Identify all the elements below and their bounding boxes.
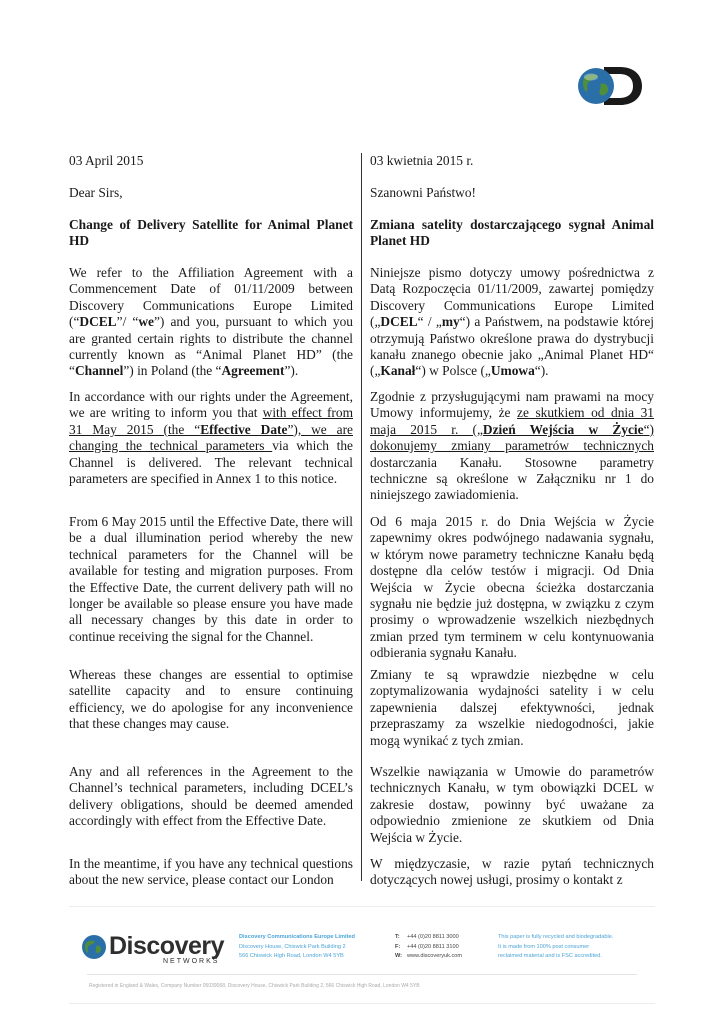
paper-note-line-2: It is made from 100% post consumer xyxy=(498,943,590,950)
paper-note-line-3: reclaimed material and is FSC accredited. xyxy=(498,953,602,959)
row-paragraph-4 xyxy=(69,667,654,764)
footer-divider xyxy=(87,974,637,975)
paragraph-5-en: Any and all references in the Agreement to the Channel’s technical parameters, including DCEL’s delivery obligations, should be deemed amended accordingly with effect from the Effective Date. xyxy=(69,764,353,829)
address-line-1: Discovery House, Chiswick Park Building 2 xyxy=(239,943,346,950)
fax-label: F: xyxy=(395,943,401,950)
letter-body xyxy=(69,153,654,892)
discovery-wordmark: Discovery xyxy=(109,932,225,960)
discovery-d-logo-icon xyxy=(576,64,644,108)
subject-pl: Zmiana satelity dostarczającego sygnał Animal Planet HD xyxy=(370,217,654,249)
recycled-paper-note xyxy=(498,933,648,962)
address-line-2: 566 Chiswick High Road, London W4 5YB xyxy=(239,953,344,959)
web-label: W: xyxy=(395,953,403,959)
paragraph-5-pl: Wszelkie nawiązania w Umowie do parametrów technicznych Kanału, w tym obowiązki DCEL w zakresie dostaw, powinny być uważane za odpowiednio zmienione ze skutkiem od Dnia Wejścia w Życie. xyxy=(370,764,654,845)
company-name: Discovery Communications Europe Limited xyxy=(239,934,355,940)
networks-wordmark: NETWORKS xyxy=(163,958,220,965)
subject-en: Change of Delivery Satellite for Animal Planet HD xyxy=(69,217,353,249)
date-en: 03 April 2015 xyxy=(69,153,144,168)
tel-label: T: xyxy=(395,934,400,940)
website: www.discoveryuk.com xyxy=(407,953,463,959)
paragraph-3-pl: Od 6 maja 2015 r. do Dnia Wejścia w Życie zapewnimy okres podwójnego nadawania sygnału, w którym nowe parametry techniczne Kanału będą dostępne dla celów testów i migracji. Od Dnia Wejścia w Życie obecna ścieżka dostarczania sygnału nie będzie już dostępna, w związku z czym prosimy o wprowadzenie wszelkich niezbędnych zmian przed tym terminem w celu kontynuowania odbierania sygnału Kanału. xyxy=(370,514,654,661)
contact-numbers xyxy=(395,933,513,962)
paragraph-6-pl: W międzyczasie, w razie pytań technicznych dotyczących nowej usługi, prosimy o kontakt z xyxy=(370,856,654,888)
fax: +44 (0)20 8811 3100 xyxy=(407,943,459,950)
telephone: +44 (0)20 8811 3000 xyxy=(407,934,459,940)
paragraph-1-pl: Niniejsze pismo dotyczy umowy pośrednictwa z Datą Rozpoczęcia 01/11/2009, zawartej pomiędzy Discovery Communications Europe Limited („DCEL“ / „my“) a Państwem, na podstawie której otrzymują Państwo określone prawa do dystrybucji kanału znanego obecnie jako „Animal Planet HD“ („Kanał“) w Polsce („Umowa“). xyxy=(370,265,654,379)
registration-details: Registered in England & Wales, Company Number 05039068, Discovery House, Chiswick Park Building 2, 566 Chiswick High Road, London W4 5YB xyxy=(89,983,420,989)
row-subject xyxy=(69,217,654,265)
row-paragraph-2 xyxy=(69,389,654,514)
row-paragraph-5 xyxy=(69,764,654,856)
paper-note-line-1: This paper is fully recycled and biodegradable. xyxy=(498,934,614,940)
salutation-pl: Szanowni Państwo! xyxy=(370,185,477,200)
row-paragraph-3 xyxy=(69,514,654,667)
salutation-en: Dear Sirs, xyxy=(69,185,123,200)
letterhead-footer xyxy=(69,906,655,1004)
company-address xyxy=(239,933,389,962)
paragraph-2-en: In accordance with our rights under the Agreement, we are writing to inform you that with effect from 31 May 2015 (the “Effective Date”), we are changing the technical parameters via which the Channel is delivered. The relevant technical parameters are specified in Annex 1 to this notice. xyxy=(69,389,353,487)
paragraph-2-pl: Zgodnie z przysługującymi nam prawami na mocy Umowy informujemy, że ze skutkiem od dnia 31 maja 2015 r. („Dzień Wejścia w Życie“) dokonujemy zmiany parametrów technicznych dostarczania Kanału. Stosowne parametry techniczne są określone w Załączniku nr 1 do niniejszego zawiadomienia. xyxy=(370,389,654,503)
globe-icon xyxy=(81,934,107,960)
date-pl: 03 kwietnia 2015 r. xyxy=(370,153,474,168)
paragraph-3-en: From 6 May 2015 until the Effective Date, there will be a dual illumination period whereby the new technical parameters for the Channel will be available for testing and migration purposes. From the Effective Date, the current delivery path will no longer be available so please ensure you have made all necessary changes by this date in order to continue receiving the signal for the Channel. xyxy=(69,514,353,644)
row-paragraph-1 xyxy=(69,265,654,389)
row-salutation xyxy=(69,185,654,217)
paragraph-4-pl: Zmiany te są wprawdzie niezbędne w celu zoptymalizowania wydajności satelity i w celu zapewnienia dalszej efektywności, jednak przepraszamy za wszelkie niedogodności, jakie mogą wynikać z tych zmian. xyxy=(370,667,654,748)
paragraph-1-en: We refer to the Affiliation Agreement with a Commencement Date of 01/11/2009 between Discovery Communications Europe Limited (“DCEL”/ “we”) and you, pursuant to which you are granted certain rights to distribute the channel currently known as “Animal Planet HD” (the “Channel”) in Poland (the “Agreement”). xyxy=(69,265,353,379)
row-paragraph-6 xyxy=(69,856,654,892)
paragraph-6-en: In the meantime, if you have any technical questions about the new service, please contact our London xyxy=(69,856,353,888)
discovery-networks-logo xyxy=(81,931,225,967)
paragraph-4-en: Whereas these changes are essential to optimise satellite capacity and to ensure continuing efficiency, we do apologise for any inconvenience that these changes may cause. xyxy=(69,667,353,732)
row-date xyxy=(69,153,654,185)
